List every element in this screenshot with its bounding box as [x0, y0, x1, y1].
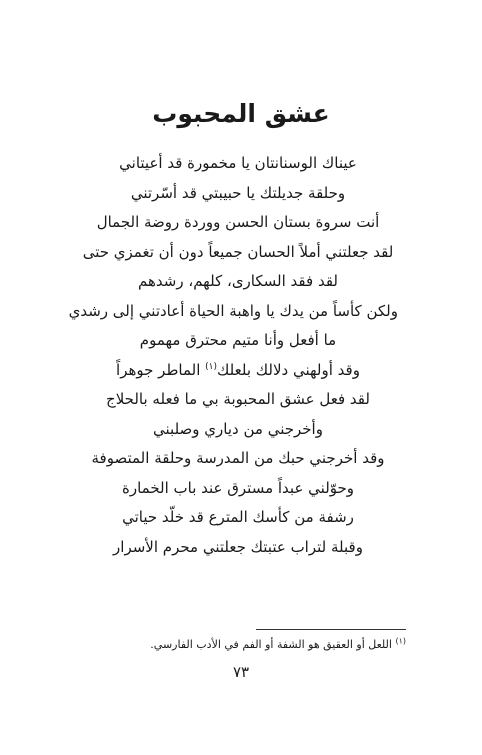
page-title: عشق المحبوب [152, 99, 330, 128]
poem-line: لقد فعل عشق المحبوبة بي ما فعله بالحلاج [106, 390, 370, 408]
poem-line: وقبلة لتراب عتبتك جعلتني محرم الأسرار [113, 537, 363, 556]
poem-line-tail: الماطر جوهراً [116, 360, 206, 379]
poem-line: وحوّلني عبداً مسترق عند باب الخمارة [121, 478, 355, 497]
poem-line: لقد فقد السكارى، كلهم، رشدهم [138, 272, 338, 290]
poem-line: لقد جعلتني أملاً الحسان جميعاً دون أن تغمزي حتى [82, 242, 394, 261]
poem-line: أنت سروة بستان الحسن ووردة روضة الجمال [96, 213, 380, 231]
footnote-reference[interactable]: (١) [205, 361, 218, 372]
poem-line: وحلقة جديلتك يا حبيبتي قد أسّرتني [130, 183, 346, 202]
footnote-marker: (١) [395, 636, 406, 646]
poem-line: وقد أخرجني حبك من المدرسة وحلقة المتصوفة [91, 449, 385, 467]
poem-line: وأخرجني من دياري وصلبني [153, 419, 323, 438]
poem-body [68, 149, 398, 562]
footnote-text: اللعل أو العقيق هو الشفة أو الفم في الأدب الفارسي. [150, 638, 396, 651]
poem-line-with-footnote [78, 356, 398, 386]
poem-line: ما أفعل وأنا متيم محترق مهموم [139, 331, 337, 349]
poem-line: رشفة من كأسك المترع قد خلّد حياتي [122, 508, 354, 526]
footnote-divider [256, 629, 406, 630]
footnote [76, 637, 406, 653]
poem-line-head: وقد أولهني دلالك بلعلك [217, 360, 360, 379]
page-number: ٧٣ [232, 663, 250, 681]
poem-line: عيناك الوسنانتان يا مخمورة قد أعيتاني [119, 154, 357, 172]
poem-line: ولكن كأساً من يدك يا واهبة الحياة أعادتني إلى رشدي [68, 301, 398, 320]
